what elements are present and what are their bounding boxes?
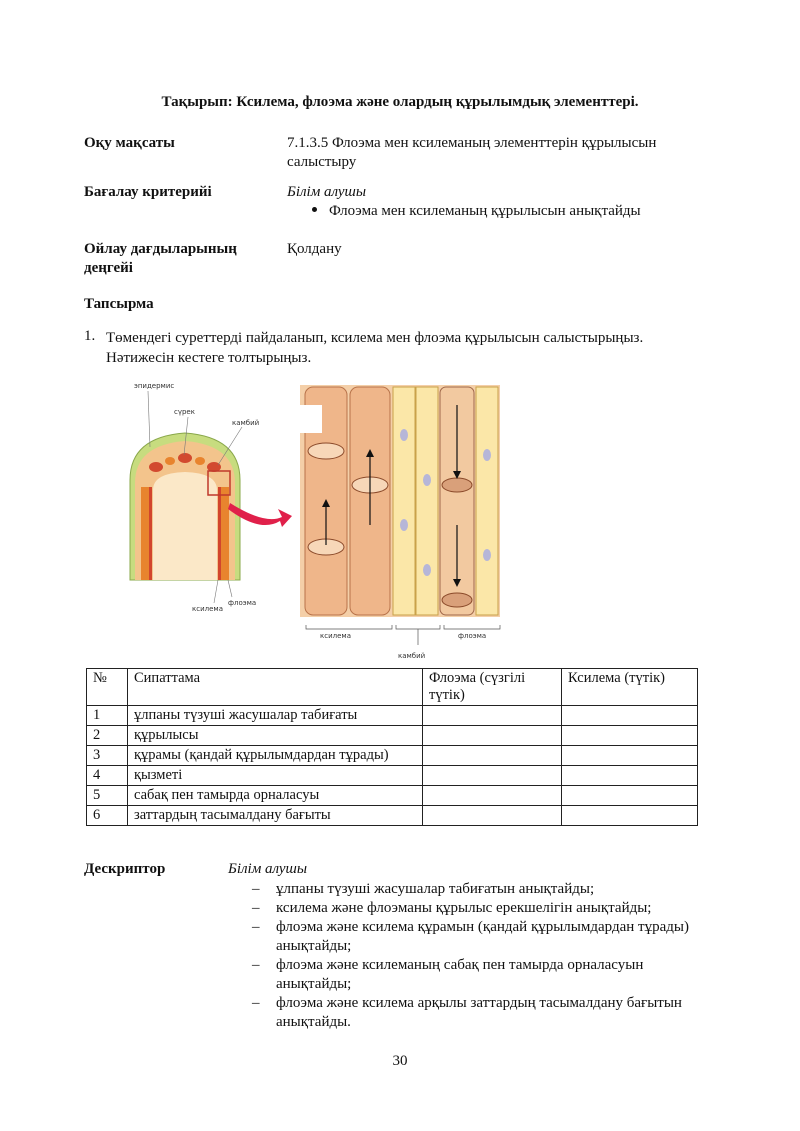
dash-icon: – bbox=[252, 881, 260, 897]
header-description: Сипаттама bbox=[128, 669, 423, 706]
label-epidermis: эпидермис bbox=[134, 382, 175, 390]
descriptor-label: Дескриптор bbox=[84, 861, 166, 877]
label-xylem-right: ксилема bbox=[320, 632, 351, 640]
row-description: заттардың тасымалдану бағыты bbox=[128, 806, 423, 826]
bullet-icon bbox=[312, 207, 317, 212]
list-item bbox=[252, 956, 702, 994]
row-number: 1 bbox=[87, 706, 128, 726]
descriptor-item-text: флоэма және ксилема құрамын (қандай құрылымдардан тұрады) анықтайды; bbox=[276, 919, 689, 954]
table-row bbox=[87, 806, 698, 826]
xylem-cell[interactable] bbox=[562, 746, 698, 766]
phloem-cell[interactable] bbox=[423, 706, 562, 726]
list-item bbox=[252, 918, 702, 956]
phloem-cell[interactable] bbox=[423, 766, 562, 786]
dash-icon: – bbox=[252, 957, 260, 973]
row-description: сабақ пен тамырда орналасуы bbox=[128, 786, 423, 806]
thinking-label-line-1: Ойлау дағдыларының bbox=[84, 241, 237, 257]
phloem-cell[interactable] bbox=[423, 746, 562, 766]
thinking-label-line-2: деңгейі bbox=[84, 260, 133, 276]
descriptor-item-text: ұлпаны түзуші жасушалар табиғатын анықтайды; bbox=[276, 881, 595, 897]
phloem-cell[interactable] bbox=[423, 726, 562, 746]
list-item bbox=[252, 880, 702, 899]
stem-section-illustration bbox=[130, 433, 240, 580]
table-row bbox=[87, 726, 698, 746]
dash-icon: – bbox=[252, 995, 260, 1011]
label-cambium: камбий bbox=[232, 419, 260, 427]
xylem-phloem-figure bbox=[110, 375, 510, 665]
phloem-cell[interactable] bbox=[423, 786, 562, 806]
task-line-1: Төмендегі суреттерді пайдаланып, ксилема мен флоэма құрылысын салыстырыңыз. bbox=[106, 330, 644, 346]
criteria-item bbox=[312, 203, 641, 220]
objective-line-2: салыстыру bbox=[287, 154, 357, 170]
row-number: 2 bbox=[87, 726, 128, 746]
descriptor-item-text: флоэма және ксилема арқылы заттардың тасымалдану бағытын анықтайды. bbox=[276, 995, 682, 1030]
row-description: құрамы (қандай құрылымдардан тұрады) bbox=[128, 746, 423, 766]
header-xylem: Ксилема (түтік) bbox=[562, 669, 698, 706]
task-number: 1. bbox=[84, 328, 96, 344]
comparison-table bbox=[86, 668, 698, 826]
row-number: 5 bbox=[87, 786, 128, 806]
label-phloem-right: флоэма bbox=[458, 632, 487, 640]
criteria-who: Білім алушы bbox=[287, 184, 367, 200]
row-description: құрылысы bbox=[128, 726, 423, 746]
header-number: № bbox=[87, 669, 128, 706]
dash-icon: – bbox=[252, 900, 260, 916]
label-xylem-left: ксилема bbox=[192, 605, 223, 613]
objective-line-1: 7.1.3.5 Флоэма мен ксилеманың элементтерін құрылысын bbox=[287, 135, 657, 151]
descriptor-item-text: ксилема және флоэманы құрылыс ерекшелігін анықтайды; bbox=[276, 900, 652, 916]
table-row bbox=[87, 786, 698, 806]
objective-label: Оқу мақсаты bbox=[84, 135, 175, 151]
descriptor-item-text: флоэма және ксилеманың сабақ пен тамырда орналасуын анықтайды; bbox=[276, 957, 644, 992]
table-row bbox=[87, 706, 698, 726]
row-number: 3 bbox=[87, 746, 128, 766]
phloem-cell[interactable] bbox=[423, 806, 562, 826]
row-number: 6 bbox=[87, 806, 128, 826]
table-row bbox=[87, 766, 698, 786]
tissue-enlarged-illustration bbox=[300, 385, 500, 617]
task-line-2: Нәтижесін кестеге толтырыңыз. bbox=[106, 350, 312, 366]
label-cambium-bottom: камбий bbox=[398, 652, 426, 660]
page-number: 30 bbox=[392, 1053, 408, 1069]
page-title: Тақырып: Ксилема, флоэма және олардың құрылымдық элементтері. bbox=[161, 94, 639, 110]
xylem-cell[interactable] bbox=[562, 726, 698, 746]
list-item bbox=[252, 994, 702, 1032]
row-description: ұлпаны түзуші жасушалар табиғаты bbox=[128, 706, 423, 726]
row-description: қызметі bbox=[128, 766, 423, 786]
task-heading: Тапсырма bbox=[84, 296, 154, 312]
xylem-cell[interactable] bbox=[562, 806, 698, 826]
xylem-cell[interactable] bbox=[562, 786, 698, 806]
label-phloem-left: флоэма bbox=[228, 599, 257, 607]
list-item bbox=[252, 899, 702, 918]
criteria-label: Бағалау критерийі bbox=[84, 184, 212, 200]
header-phloem: Флоэма (сүзгілі түтік) bbox=[423, 669, 562, 706]
dash-icon: – bbox=[252, 919, 260, 935]
task-text bbox=[106, 328, 726, 368]
xylem-cell[interactable] bbox=[562, 706, 698, 726]
descriptor-list bbox=[252, 880, 702, 1032]
descriptor-who: Білім алушы bbox=[228, 861, 308, 877]
row-number: 4 bbox=[87, 766, 128, 786]
label-cortex: сүрек bbox=[174, 408, 195, 416]
criteria-item-text: Флоэма мен ксилеманың құрылысын анықтайды bbox=[329, 203, 641, 219]
table-header-row bbox=[87, 669, 698, 706]
thinking-value: Қолдану bbox=[287, 241, 342, 257]
table-row bbox=[87, 746, 698, 766]
xylem-cell[interactable] bbox=[562, 766, 698, 786]
